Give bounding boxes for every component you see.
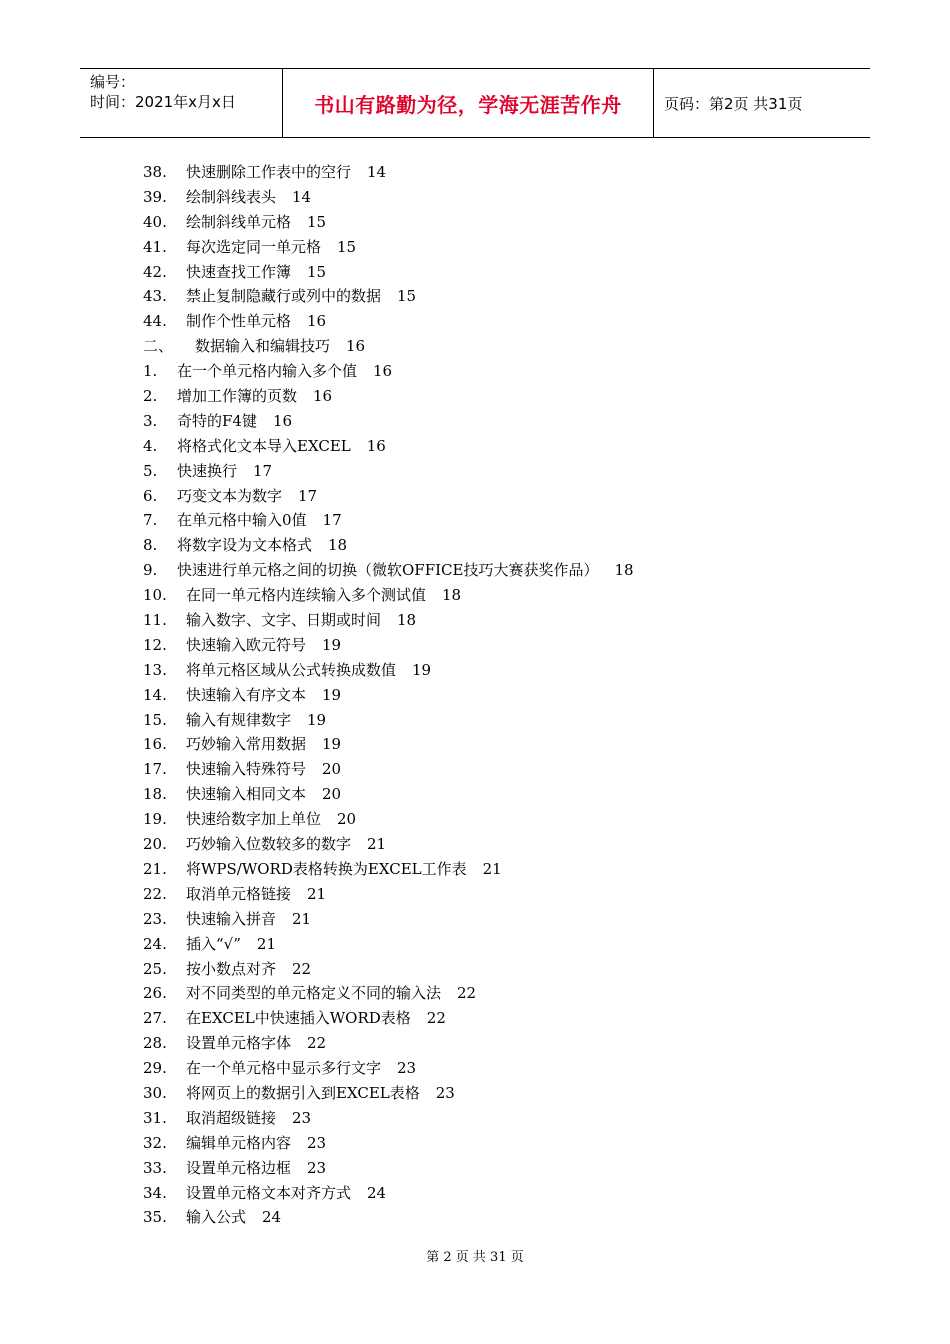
toc-entry-number: 40. — [143, 212, 167, 231]
toc-entry-title: 取消单元格链接 — [186, 884, 292, 903]
header-meta-cell — [80, 69, 283, 137]
toc-entry-title: 编辑单元格内容 — [186, 1133, 292, 1152]
toc-entry-title: 绘制斜线表头 — [186, 187, 277, 206]
toc-entry-number: 33. — [143, 1158, 167, 1177]
toc-entry-number: 二、 — [143, 337, 174, 356]
toc-entry[interactable] — [143, 1056, 843, 1081]
toc-entry[interactable] — [143, 882, 843, 907]
toc-entry-page: 22 — [457, 984, 477, 1003]
toc-entry-title: 取消超级链接 — [186, 1108, 277, 1127]
toc-entry-page: 17 — [322, 511, 342, 530]
toc-entry-number: 29. — [143, 1059, 167, 1078]
toc-entry-page: 22 — [307, 1034, 327, 1053]
toc-entry-page: 16 — [307, 312, 327, 331]
toc-entry-page: 23 — [292, 1108, 312, 1127]
time-label: 时间：2021年x月x日 — [90, 93, 236, 111]
toc-entry-number: 7. — [143, 511, 158, 530]
toc-entry-number: 21. — [143, 859, 167, 878]
toc-entry-page: 19 — [322, 685, 342, 704]
toc-entry-page: 19 — [412, 660, 432, 679]
toc-entry-title: 数据输入和编辑技巧 — [195, 337, 331, 356]
toc-entry-number: 42. — [143, 262, 167, 281]
toc-entry-page: 23 — [435, 1083, 455, 1102]
toc-entry-title: 绘制斜线单元格 — [186, 212, 292, 231]
toc-entry-number: 34. — [143, 1183, 167, 1202]
toc-entry-number: 28. — [143, 1034, 167, 1053]
toc-entry-number: 22. — [143, 884, 167, 903]
toc-entry-title: 将WPS/WORD表格转换为EXCEL工作表 — [186, 859, 467, 878]
toc-entry-page: 16 — [313, 387, 333, 406]
toc-entry[interactable] — [143, 658, 843, 683]
toc-entry-title: 快速进行单元格之间的切换（微软OFFICE技巧大赛获奖作品） — [177, 561, 599, 580]
toc-entry-page: 18 — [328, 536, 348, 555]
toc-entry-title: 将数字设为文本格式 — [177, 536, 313, 555]
document-header — [80, 68, 870, 138]
toc-entry-title: 增加工作簿的页数 — [177, 387, 298, 406]
toc-entry-number: 9. — [143, 561, 158, 580]
toc-entry-page: 21 — [482, 859, 502, 878]
toc-entry-title: 快速给数字加上单位 — [186, 810, 322, 829]
toc-entry-title: 快速输入欧元符号 — [186, 635, 307, 654]
toc-entry-page: 21 — [292, 909, 312, 928]
toc-entry-number: 39. — [143, 187, 167, 206]
toc-entry-page: 19 — [307, 710, 327, 729]
toc-entry-title: 在同一单元格内连续输入多个测试值 — [186, 586, 427, 605]
toc-entry-title: 禁止复制隐藏行或列中的数据 — [186, 287, 382, 306]
toc-entry-title: 在单元格中输入0值 — [177, 511, 307, 530]
toc-entry[interactable] — [143, 1131, 843, 1156]
toc-entry-title: 将网页上的数据引入到EXCEL表格 — [186, 1083, 420, 1102]
toc-entry-page: 14 — [367, 163, 387, 181]
toc-entry-title: 快速输入相同文本 — [186, 785, 307, 804]
toc-entry-number: 13. — [143, 660, 167, 679]
toc-entry-number: 30. — [143, 1083, 167, 1102]
toc-entry[interactable] — [143, 484, 843, 509]
toc-entry-title: 设置单元格边框 — [186, 1158, 292, 1177]
toc-entry-number: 12. — [143, 635, 167, 654]
toc-entry-number: 11. — [143, 611, 167, 630]
toc-entry-number: 10. — [143, 586, 167, 605]
toc-entry[interactable] — [143, 284, 843, 309]
toc-entry-number: 31. — [143, 1108, 167, 1127]
toc-entry-title: 奇特的F4键 — [177, 411, 257, 430]
toc-entry-number: 32. — [143, 1133, 167, 1152]
toc-entry-page: 21 — [307, 884, 327, 903]
toc-entry-page: 23 — [307, 1158, 327, 1177]
toc-entry-number: 26. — [143, 984, 167, 1003]
toc-entry-page: 22 — [426, 1009, 446, 1028]
toc-entry-page: 16 — [366, 436, 386, 455]
toc-entry-number: 15. — [143, 710, 167, 729]
toc-entry-number: 44. — [143, 312, 167, 331]
toc-entry[interactable] — [143, 260, 843, 285]
toc-entry-page: 22 — [292, 959, 312, 978]
toc-entry[interactable] — [143, 1205, 843, 1230]
toc-entry-title: 快速输入拼音 — [186, 909, 277, 928]
number-label: 编号： — [90, 73, 136, 91]
toc-entry[interactable] — [143, 384, 843, 409]
toc-entry[interactable] — [143, 1106, 843, 1131]
toc-entry-title: 每次选定同一单元格 — [186, 237, 322, 256]
toc-entry[interactable] — [143, 1031, 843, 1056]
header-page-info: 页码：第2页 共31页 — [664, 94, 803, 113]
toc-entry-number: 14. — [143, 685, 167, 704]
toc-entry-page: 19 — [322, 635, 342, 654]
header-motto: 书山有路勤为径，学海无涯苦作舟 — [283, 69, 654, 137]
toc-entry-number: 43. — [143, 287, 167, 306]
toc-entry-title: 快速输入特殊符号 — [186, 760, 307, 779]
toc-entry-title: 设置单元格文本对齐方式 — [186, 1183, 352, 1202]
toc-entry[interactable] — [143, 583, 843, 608]
toc-entry-title: 输入公式 — [186, 1208, 247, 1227]
toc-entry-page: 14 — [292, 187, 312, 206]
toc-entry[interactable] — [143, 1156, 843, 1181]
toc-entry[interactable] — [143, 981, 843, 1006]
toc-entry-title: 快速删除工作表中的空行 — [186, 163, 352, 181]
toc-entry[interactable] — [143, 832, 843, 857]
toc-entry-number: 1. — [143, 362, 158, 381]
toc-entry-page: 16 — [346, 337, 366, 356]
toc-entry[interactable] — [143, 185, 843, 210]
toc-entry-title: 输入数字、文字、日期或时间 — [186, 611, 382, 630]
toc-entry-page: 17 — [298, 486, 318, 505]
toc-entry-page: 21 — [367, 835, 387, 854]
toc-entry-page: 24 — [367, 1183, 387, 1202]
toc-entry-page: 15 — [397, 287, 417, 306]
toc-entry[interactable] — [143, 1006, 843, 1031]
toc-entry-page: 20 — [322, 760, 342, 779]
toc-entry[interactable] — [143, 409, 843, 434]
toc-entry[interactable] — [143, 1081, 843, 1106]
toc-entry[interactable] — [143, 708, 843, 733]
toc-entry[interactable] — [143, 1181, 843, 1206]
toc-entry[interactable] — [143, 757, 843, 782]
toc-entry[interactable] — [143, 932, 843, 957]
toc-entry[interactable] — [143, 907, 843, 932]
toc-entry-title: 在一个单元格中显示多行文字 — [186, 1059, 382, 1078]
toc-entry-title: 快速换行 — [177, 461, 238, 480]
toc-entry[interactable] — [143, 235, 843, 260]
toc-entry-page: 20 — [322, 785, 342, 804]
toc-entry-page: 23 — [397, 1059, 417, 1078]
toc-entry-page: 19 — [322, 735, 342, 754]
toc-entry-title: 对不同类型的单元格定义不同的输入法 — [186, 984, 442, 1003]
toc-entry-number: 3. — [143, 411, 158, 430]
toc-entry[interactable] — [143, 359, 843, 384]
toc-entry-title: 制作个性单元格 — [186, 312, 292, 331]
toc-entry[interactable] — [143, 732, 843, 757]
toc-entry-title: 巧妙输入位数较多的数字 — [186, 835, 352, 854]
toc-entry-page: 17 — [253, 461, 273, 480]
toc-entry-number: 2. — [143, 387, 158, 406]
toc-entry-title: 快速查找工作簿 — [186, 262, 292, 281]
toc-entry-page: 23 — [307, 1133, 327, 1152]
toc-entry-page: 15 — [337, 237, 357, 256]
toc-entry-title: 输入有规律数字 — [186, 710, 292, 729]
table-of-contents — [143, 160, 843, 1230]
toc-entry-number: 35. — [143, 1208, 167, 1227]
toc-entry-number: 6. — [143, 486, 158, 505]
toc-entry[interactable] — [143, 683, 843, 708]
toc-entry-title: 巧妙输入常用数据 — [186, 735, 307, 754]
toc-entry-number: 19. — [143, 810, 167, 829]
toc-entry[interactable] — [143, 608, 843, 633]
toc-entry-title: 在EXCEL中快速插入WORD表格 — [186, 1009, 411, 1028]
toc-entry-title: 巧变文本为数字 — [177, 486, 283, 505]
toc-entry-number: 25. — [143, 959, 167, 978]
toc-entry[interactable] — [143, 434, 843, 459]
toc-entry-page: 15 — [307, 262, 327, 281]
toc-entry-number: 5. — [143, 461, 158, 480]
toc-entry[interactable] — [143, 533, 843, 558]
toc-entry-title: 在一个单元格内输入多个值 — [177, 362, 358, 381]
toc-entry-number: 16. — [143, 735, 167, 754]
toc-entry-number: 17. — [143, 760, 167, 779]
toc-entry[interactable] — [143, 857, 843, 882]
toc-entry-number: 4. — [143, 436, 158, 455]
toc-entry[interactable] — [143, 558, 843, 583]
toc-entry[interactable] — [143, 782, 843, 807]
toc-entry[interactable] — [143, 633, 843, 658]
toc-entry-number: 24. — [143, 934, 167, 953]
toc-entry-title: 插入“√” — [186, 934, 241, 953]
toc-entry-page: 16 — [272, 411, 293, 430]
toc-entry-page: 15 — [307, 212, 327, 231]
toc-entry-title: 将格式化文本导入EXCEL — [177, 436, 351, 455]
toc-entry[interactable] — [143, 334, 843, 359]
toc-entry[interactable] — [143, 210, 843, 235]
toc-entry-number: 8. — [143, 536, 158, 555]
toc-entry-title: 将单元格区域从公式转换成数值 — [186, 660, 397, 679]
toc-entry[interactable] — [143, 807, 843, 832]
toc-entry-number: 20. — [143, 835, 167, 854]
toc-entry-page: 18 — [397, 611, 417, 630]
toc-entry-page: 18 — [442, 586, 462, 605]
toc-entry[interactable] — [143, 957, 843, 982]
toc-entry[interactable] — [143, 309, 843, 334]
toc-entry-number: 41. — [143, 237, 167, 256]
toc-entry-title: 按小数点对齐 — [186, 959, 277, 978]
toc-entry-page: 16 — [373, 362, 393, 381]
toc-entry-number: 27. — [143, 1009, 167, 1028]
toc-entry-page: 20 — [337, 810, 357, 829]
toc-entry-page: 21 — [256, 934, 276, 953]
toc-entry[interactable] — [143, 508, 843, 533]
toc-entry[interactable] — [143, 459, 843, 484]
toc-entry-title: 设置单元格字体 — [186, 1034, 292, 1053]
toc-entry[interactable] — [143, 160, 843, 185]
toc-entry-page: 18 — [614, 561, 634, 580]
toc-entry-number: 38. — [143, 163, 167, 181]
toc-entry-title: 快速输入有序文本 — [186, 685, 307, 704]
page-footer: 第 2 页 共 31 页 — [426, 1250, 524, 1265]
toc-entry-number: 18. — [143, 785, 167, 804]
toc-entry-page: 24 — [262, 1208, 282, 1227]
toc-entry-number: 23. — [143, 909, 167, 928]
